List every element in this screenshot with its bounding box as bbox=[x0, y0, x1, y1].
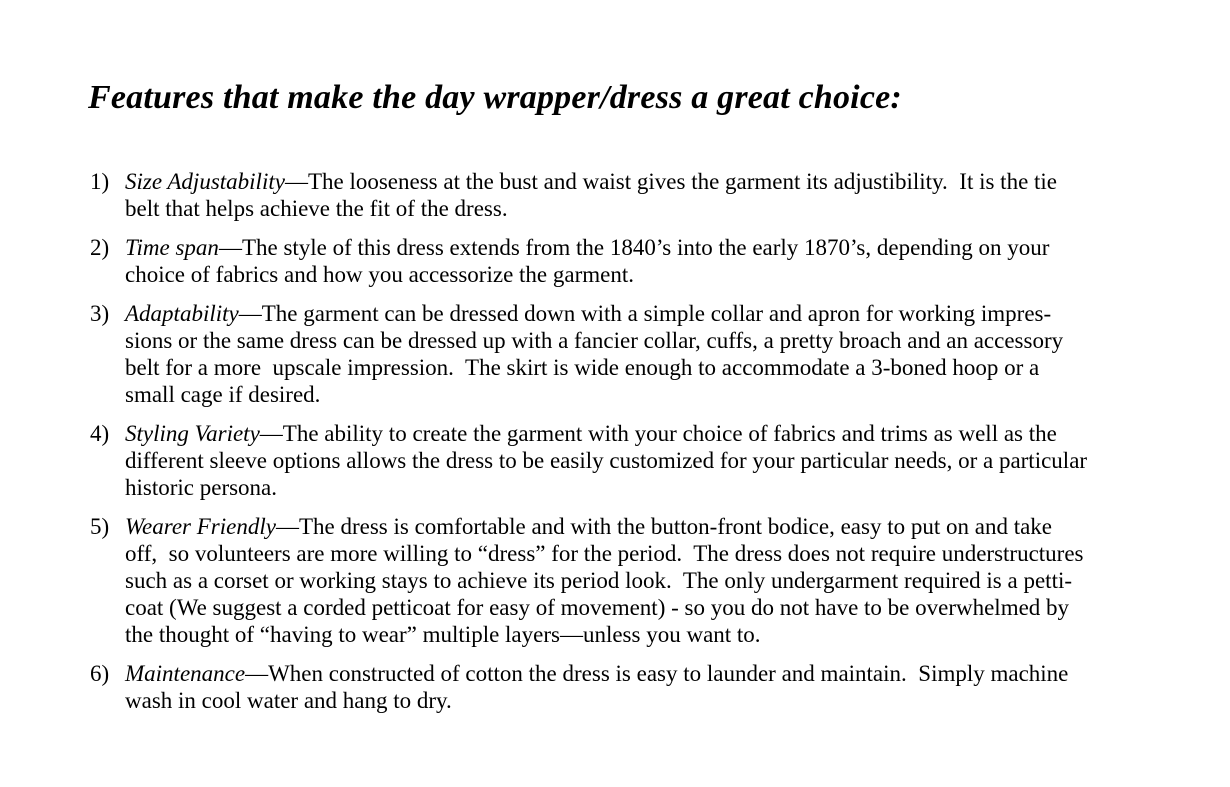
list-item-text: Maintenance—When constructed of cotton the dress is easy to launder and maintain. Simply machine wash in cool water and hang to dry. bbox=[125, 661, 1069, 713]
list-item-text: Wearer Friendly—The dress is comfortable and with the button-front bodice, easy to put on and take off, so volunteers are more willing to “dress” for the period. The dress does not require understructures such as a corset or working stays to achieve its period look. The only undergarment required is a petti- coat (We suggest a corded petticoat for easy of movement) - so you do not have to be overwhelmed by the thought of “having to wear” multiple layers—unless you want to. bbox=[125, 514, 1084, 647]
list-item-number: 2) bbox=[90, 235, 110, 260]
list-item bbox=[88, 234, 1190, 288]
list-item-text: Adaptability—The garment can be dressed down with a simple collar and apron for working impres- sions or the same dress can be dressed up with a fancier collar, cuffs, a pretty broach and an accessory belt for a more upscale impression. The skirt is wide enough to accommodate a 3-boned hoop or a small cage if desired. bbox=[125, 301, 1064, 407]
list-item-text: Time span—The style of this dress extends from the 1840’s into the early 1870’s, depending on your choice of fabrics and how you accessorize the garment. bbox=[125, 235, 1050, 287]
features-list bbox=[88, 168, 1190, 714]
feature-term: Adaptability bbox=[125, 301, 239, 326]
feature-term: Maintenance bbox=[125, 661, 246, 686]
page-title: Features that make the day wrapper/dress a great choice: bbox=[88, 79, 902, 116]
list-item bbox=[88, 513, 1190, 648]
feature-term: Time span bbox=[125, 235, 219, 260]
list-item-text: Styling Variety—The ability to create the garment with your choice of fabrics and trims as well as the different sleeve options allows the dress to be easily customized for your particular needs, or a particular historic persona. bbox=[125, 421, 1088, 500]
list-item bbox=[88, 168, 1190, 222]
list-item-text: Size Adjustability—The looseness at the bust and waist gives the garment its adjustibility. It is the tie belt that helps achieve the fit of the dress. bbox=[125, 169, 1058, 221]
list-item bbox=[88, 420, 1190, 501]
list-item-number: 4) bbox=[90, 421, 110, 446]
list-item bbox=[88, 660, 1190, 714]
list-item bbox=[88, 300, 1190, 408]
list-item-number: 5) bbox=[90, 514, 110, 539]
feature-term: Styling Variety bbox=[125, 421, 260, 446]
feature-term: Wearer Friendly bbox=[125, 514, 276, 539]
list-item-number: 3) bbox=[90, 301, 110, 326]
feature-term: Size Adjustability bbox=[125, 169, 285, 194]
list-item-number: 1) bbox=[90, 169, 110, 194]
list-item-number: 6) bbox=[90, 661, 110, 686]
